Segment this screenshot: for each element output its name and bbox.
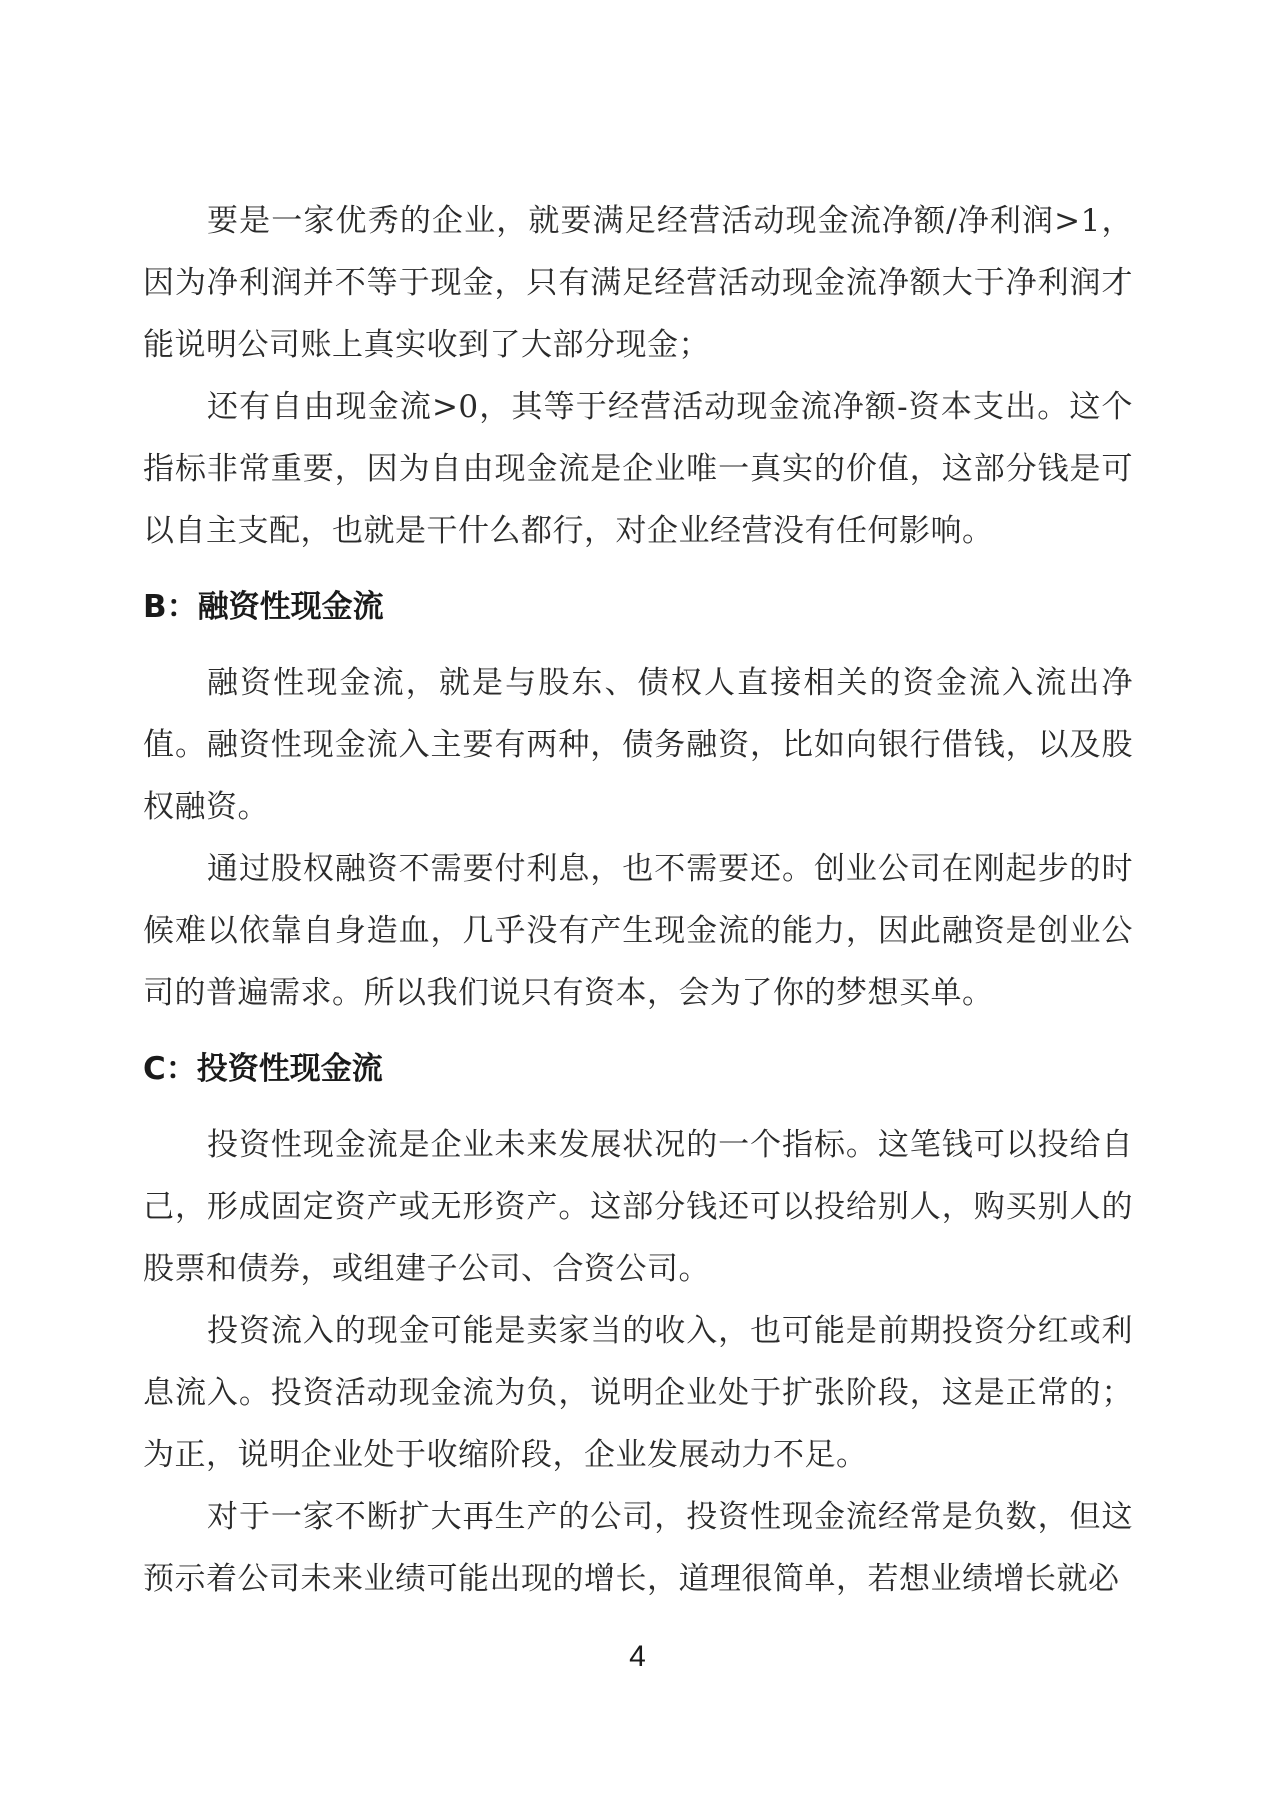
body-paragraph: 通过股权融资不需要付利息，也不需要还。创业公司在刚起步的时候难以依靠自身造血，几乎没有产生现金流的能力，因此融资是创业公司的普遍需求。所以我们说只有资本，会为了你的梦想买单。 — [143, 851, 1133, 1011]
section-heading-c: C：投资性现金流 — [143, 1051, 383, 1087]
body-paragraph: 投资流入的现金可能是卖家当的收入，也可能是前期投资分红或利息流入。投资活动现金流为负，说明企业处于扩张阶段，这是正常的；为正，说明企业处于收缩阶段，企业发展动力不足。 — [143, 1313, 1133, 1473]
section-heading-b: B：融资性现金流 — [143, 589, 384, 625]
body-paragraph: 还有自由现金流>0，其等于经营活动现金流净额-资本支出。这个指标非常重要，因为自由现金流是企业唯一真实的价值，这部分钱是可以自主支配，也就是干什么都行，对企业经营没有任何影响。 — [143, 389, 1133, 549]
body-paragraph: 投资性现金流是企业未来发展状况的一个指标。这笔钱可以投给自己，形成固定资产或无形资产。这部分钱还可以投给别人，购买别人的股票和债券，或组建子公司、合资公司。 — [143, 1127, 1133, 1287]
body-paragraph: 要是一家优秀的企业，就要满足经营活动现金流净额/净利润>1，因为净利润并不等于现金，只有满足经营活动现金流净额大于净利润才能说明公司账上真实收到了大部分现金； — [143, 203, 1133, 363]
body-paragraph: 融资性现金流，就是与股东、债权人直接相关的资金流入流出净值。融资性现金流入主要有两种，债务融资，比如向银行借钱，以及股权融资。 — [143, 665, 1133, 825]
body-paragraph: 对于一家不断扩大再生产的公司，投资性现金流经常是负数，但这预示着公司未来业绩可能出现的增长，道理很简单，若想业绩增长就必 — [143, 1499, 1133, 1597]
page-content — [143, 190, 1133, 1610]
page-number: 4 — [629, 1640, 646, 1673]
